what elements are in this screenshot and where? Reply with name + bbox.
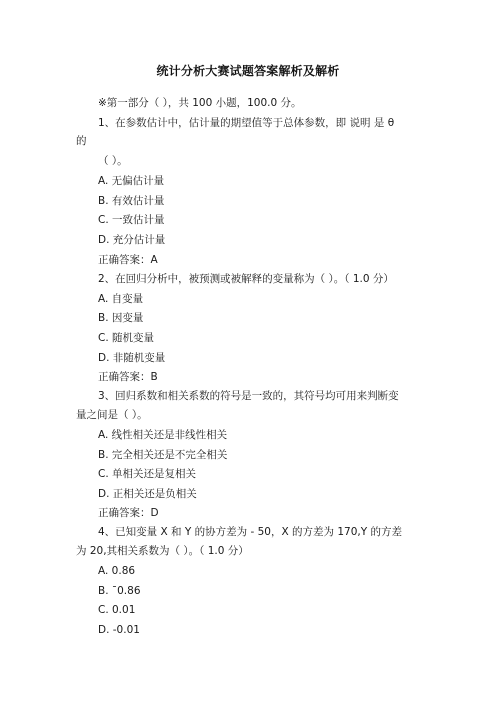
question-3-option-c: C. 单相关还是复相关: [98, 468, 197, 480]
document-title: 统计分析大赛试题答案解析及解析: [156, 64, 340, 78]
question-4-option-a: A. 0.86: [98, 565, 136, 577]
question-1-option-d: D. 充分估计量: [98, 234, 166, 246]
question-2-option-c: C. 随机变量: [98, 332, 155, 344]
question-1-stem: 1、在参数估计中，估计量的期望值等于总体参数，即 说明 是 θ: [98, 117, 395, 129]
question-2-option-d: D. 非随机变量: [98, 352, 166, 364]
question-3-stem: 3、回归系数和相关系数的符号是一致的，其符号均可用来判断变: [98, 390, 399, 402]
question-3-option-b: B. 完全相关还是不完全相关: [98, 449, 228, 461]
question-1-option-c: C. 一致估计量: [98, 214, 165, 226]
question-1-option-b: B. 有效估计量: [98, 195, 165, 207]
question-3-option-a: A. 线性相关还是非线性相关: [98, 429, 228, 441]
question-4-stem-cont: 为 20,其相关系数为（ ）。（ 1.0 分）: [76, 545, 249, 557]
question-2-stem: 2、在回归分析中，被预测或被解释的变量称为（ ）。（ 1.0 分）: [98, 273, 394, 285]
section-intro: ※第一部分（ ），共 100 小题，100.0 分。: [98, 97, 302, 109]
question-1-option-a: A. 无偏估计量: [98, 175, 165, 187]
question-3-stem-cont: 量之间是（ ）。: [76, 409, 148, 421]
question-4-option-d: D. -0.01: [98, 624, 140, 636]
question-2-option-a: A. 自变量: [98, 293, 144, 305]
question-4-option-b: B. ¯0.86: [98, 585, 141, 597]
question-4-stem: 4、已知变量 X 和 Y 的协方差为 - 50，X 的方差为 170,Y 的方差: [98, 526, 402, 538]
question-1-stem-end: （ ）。: [98, 155, 128, 167]
question-2-option-b: B. 因变量: [98, 312, 144, 324]
question-3-answer: 正确答案：D: [98, 507, 159, 519]
question-1-answer: 正确答案：A: [98, 254, 158, 266]
question-3-option-d: D. 正相关还是负相关: [98, 488, 197, 500]
question-1-stem-cont: 的: [76, 135, 87, 147]
question-2-answer: 正确答案：B: [98, 371, 158, 383]
question-4-option-c: C. 0.01: [98, 604, 136, 616]
